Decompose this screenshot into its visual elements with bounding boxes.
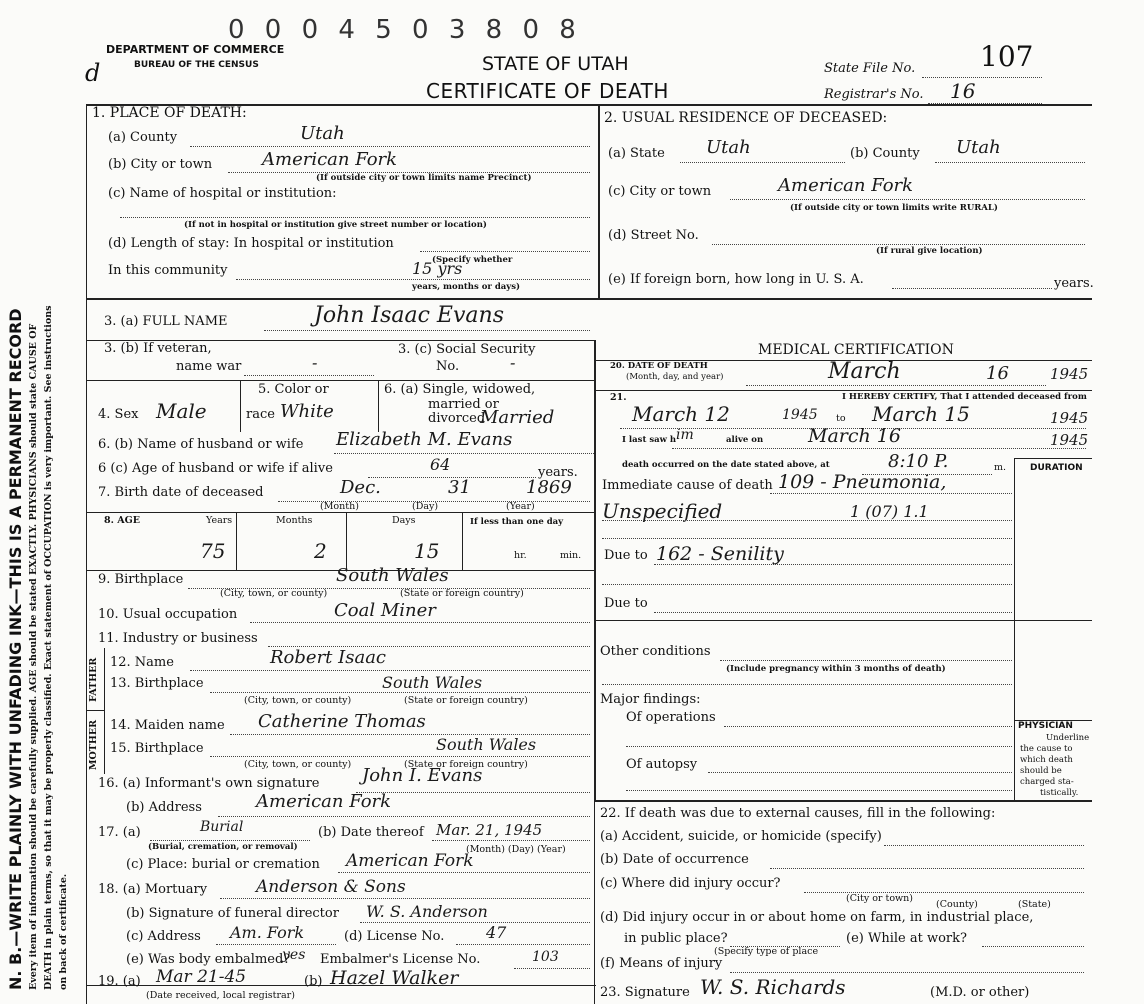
license-label: (d) License No. bbox=[344, 929, 445, 944]
birthplace-state-note: (State or foreign country) bbox=[400, 588, 524, 599]
res-foreign-label: (e) If foreign born, how long in U. S. A. bbox=[608, 272, 864, 287]
external-c-label: (c) Where did injury occur? bbox=[600, 876, 781, 891]
birth-date-label: 7. Birth date of deceased bbox=[98, 485, 264, 500]
physician-note-2: the cause to bbox=[1020, 744, 1073, 754]
father-birthplace-label: 13. Birthplace bbox=[110, 676, 204, 691]
veteran-label: 3. (b) If veteran, bbox=[104, 341, 212, 356]
marital-label-3: divorced bbox=[428, 411, 486, 426]
medical-heading: MEDICAL CERTIFICATION bbox=[758, 342, 954, 358]
res-county-value: Utah bbox=[956, 137, 1001, 158]
birth-year-note: (Year) bbox=[506, 501, 535, 512]
spouse-label: 6. (b) Name of husband or wife bbox=[98, 437, 304, 452]
spouse-age-suffix: years. bbox=[538, 465, 578, 480]
physician-note-1: Underline bbox=[1046, 733, 1090, 743]
ssn-no-label: No. bbox=[436, 359, 460, 374]
res-street-label: (d) Street No. bbox=[608, 228, 699, 243]
duration-value: 1 (07) 1.1 bbox=[850, 502, 929, 521]
state-title: STATE OF UTAH bbox=[482, 53, 629, 75]
race-label: race bbox=[246, 407, 275, 422]
father-city-note: (City, town, or county) bbox=[244, 695, 352, 706]
occupation-label: 10. Usual occupation bbox=[98, 607, 238, 622]
external-b-label: (b) Date of occurrence bbox=[600, 852, 749, 867]
death-county-label: (a) County bbox=[108, 130, 178, 145]
res-foreign-suffix: years. bbox=[1054, 276, 1094, 291]
operations-label: Of operations bbox=[626, 710, 716, 725]
immediate-cause-value-2: Unspecified bbox=[602, 499, 723, 523]
father-tag: FATHER bbox=[88, 657, 99, 702]
informant-address-label: (b) Address bbox=[126, 800, 202, 815]
burial-note: (Burial, cremation, or removal) bbox=[148, 842, 298, 852]
alive-on-label: alive on bbox=[726, 435, 764, 445]
margin-warning: N. B.—WRITE PLAINLY WITH UNFADING INK—THIS IS A PERMANENT RECORD bbox=[6, 308, 25, 990]
duration-label: DURATION bbox=[1030, 463, 1083, 473]
birthplace-city-note: (City, town, or county) bbox=[220, 588, 328, 599]
burial-place-label: (c) Place: burial or cremation bbox=[126, 857, 320, 872]
full-name-label: 3. (a) FULL NAME bbox=[104, 314, 228, 329]
age-days-value: 15 bbox=[414, 539, 440, 563]
last-saw-value: im bbox=[676, 427, 694, 443]
death-date-day: 16 bbox=[986, 363, 1009, 384]
attended-from: March 12 bbox=[632, 402, 730, 426]
mother-name-value: Catherine Thomas bbox=[258, 711, 426, 732]
other-conditions-label: Other conditions bbox=[600, 644, 711, 659]
father-state-note: (State or foreign country) bbox=[404, 695, 528, 706]
marital-value: Married bbox=[480, 407, 555, 428]
department: DEPARTMENT OF COMMERCE bbox=[106, 43, 285, 56]
last-saw-label: I last saw h bbox=[622, 435, 677, 445]
death-county-value: Utah bbox=[300, 123, 345, 144]
embalmer-label: Embalmer's License No. bbox=[320, 952, 481, 967]
place-of-death-heading: 1. PLACE OF DEATH: bbox=[92, 105, 247, 121]
file-code: 0 0 0 4 5 0 3 8 0 8 bbox=[228, 15, 582, 45]
corner-mark: d bbox=[85, 59, 101, 87]
alive-on-value: March 16 bbox=[808, 425, 901, 447]
mortuary-address-value: Am. Fork bbox=[230, 923, 305, 942]
color-label: 5. Color or bbox=[258, 382, 329, 397]
specify-note: (Specify whether bbox=[432, 255, 513, 265]
birth-year-value: 1869 bbox=[526, 477, 572, 498]
embalmed-value: yes bbox=[282, 947, 306, 963]
birthplace-value: South Wales bbox=[336, 565, 449, 586]
marital-label-1: 6. (a) Single, widowed, bbox=[384, 382, 536, 397]
res-county-label: (b) County bbox=[850, 146, 920, 161]
occupation-value: Coal Miner bbox=[334, 600, 436, 621]
external-d-label: (d) Did injury occur in or about home on farm, in industrial place, bbox=[600, 910, 1034, 925]
informant-value: John I. Evans bbox=[362, 765, 483, 786]
residence-heading: 2. USUAL RESIDENCE OF DECEASED: bbox=[604, 110, 888, 126]
margin-instruction-1: Every item of information should be carefully supplied. AGE should be stated EXACTLY. PHYSICIANS should state CAUSE OF bbox=[28, 323, 39, 990]
age-min-label: min. bbox=[560, 550, 582, 561]
ssn-label: 3. (c) Social Security bbox=[398, 342, 536, 357]
embalmer-value: 103 bbox=[532, 949, 559, 965]
war-label: name war bbox=[176, 359, 242, 374]
spouse-age-value: 64 bbox=[430, 455, 451, 474]
document-title: CERTIFICATE OF DEATH bbox=[426, 79, 669, 103]
birthplace-label: 9. Birthplace bbox=[98, 572, 184, 587]
attended-to: March 15 bbox=[872, 402, 970, 426]
stay-label: (d) Length of stay: In hospital or institution bbox=[108, 236, 394, 251]
mother-city-note: (City, town, or county) bbox=[244, 759, 352, 770]
director-label: (b) Signature of funeral director bbox=[126, 906, 339, 921]
death-date-label: 20. DATE OF DEATH bbox=[610, 361, 708, 371]
burial-date-value: Mar. 21, 1945 bbox=[436, 821, 543, 839]
signature-label: 23. Signature bbox=[600, 985, 690, 1000]
community-note: years, months or days) bbox=[412, 282, 521, 292]
external-d-label-2: in public place? bbox=[624, 931, 728, 946]
birth-month-note: (Month) bbox=[320, 501, 359, 512]
birth-month-value: Dec. bbox=[340, 477, 381, 498]
burial-place-value: American Fork bbox=[346, 851, 474, 871]
age-label: 8. AGE bbox=[104, 515, 140, 526]
alive-on-year: 1945 bbox=[1050, 431, 1089, 449]
external-d-note: (Specify type of place bbox=[714, 946, 819, 957]
mother-birthplace-value: South Wales bbox=[436, 735, 537, 754]
burial-date-note: (Month) (Day) (Year) bbox=[466, 844, 566, 855]
res-city-value: American Fork bbox=[778, 175, 914, 196]
mother-name-label: 14. Maiden name bbox=[110, 718, 225, 733]
informant-address-value: American Fork bbox=[256, 791, 392, 812]
community-label: In this community bbox=[108, 263, 228, 278]
certify-number: 21. bbox=[610, 392, 627, 403]
sex-value: Male bbox=[156, 399, 207, 423]
due-to-2-label: Due to bbox=[604, 596, 648, 611]
age-months-value: 2 bbox=[314, 539, 327, 563]
occurred-label: death occurred on the date stated above, at bbox=[622, 460, 830, 470]
external-c-city-note: (City or town) bbox=[846, 893, 913, 904]
license-value: 47 bbox=[486, 923, 507, 942]
attended-to-year: 1945 bbox=[1050, 409, 1089, 427]
embalmed-label: (e) Was body embalmed? bbox=[126, 952, 291, 967]
physician-note-5: charged sta- bbox=[1020, 777, 1074, 787]
father-birthplace-value: South Wales bbox=[382, 673, 483, 692]
other-conditions-note: (Include pregnancy within 3 months of death) bbox=[726, 664, 946, 674]
mother-tag: MOTHER bbox=[88, 720, 99, 770]
birth-day-value: 31 bbox=[448, 477, 471, 498]
industry-label: 11. Industry or business bbox=[98, 631, 258, 646]
res-city-note: (If outside city or town limits write RURAL) bbox=[790, 203, 998, 213]
margin-instruction-3: on back of certificate. bbox=[58, 873, 69, 990]
age-hr-label: hr. bbox=[514, 550, 527, 561]
race-value: White bbox=[280, 401, 334, 422]
major-findings-label: Major findings: bbox=[600, 692, 701, 707]
res-city-label: (c) City or town bbox=[608, 184, 712, 199]
registrar-value: 16 bbox=[950, 79, 976, 103]
physician-note-3: which death bbox=[1020, 755, 1073, 765]
spouse-value: Elizabeth M. Evans bbox=[336, 429, 513, 450]
bureau: BUREAU OF THE CENSUS bbox=[134, 60, 259, 70]
signature-value: W. S. Richards bbox=[700, 975, 846, 999]
age-months-label: Months bbox=[276, 515, 313, 526]
age-years-value: 75 bbox=[200, 539, 226, 563]
attended-to-label: to bbox=[836, 413, 846, 424]
ssn-value: - bbox=[510, 353, 516, 372]
death-time-value: 8:10 P. bbox=[888, 451, 949, 472]
external-e-label: (e) While at work? bbox=[846, 931, 967, 946]
age-less-label: If less than one day bbox=[470, 517, 564, 527]
death-city-label: (b) City or town bbox=[108, 157, 213, 172]
due-to-1-value: 162 - Senility bbox=[656, 543, 784, 565]
external-heading: 22. If death was due to external causes, fill in the following: bbox=[600, 806, 996, 821]
father-name-value: Robert Isaac bbox=[270, 647, 387, 668]
mother-state-note: (State or foreign country) bbox=[404, 759, 528, 770]
war-value: - bbox=[312, 353, 318, 372]
sex-label: 4. Sex bbox=[98, 407, 139, 422]
res-state-label: (a) State bbox=[608, 146, 665, 161]
death-date-note: (Month, day, and year) bbox=[626, 372, 724, 382]
local-registrar-value: Hazel Walker bbox=[330, 967, 459, 989]
burial-label: 17. (a) bbox=[98, 825, 141, 840]
external-a-label: (a) Accident, suicide, or homicide (specify) bbox=[600, 829, 882, 844]
age-years-label: Years bbox=[206, 515, 233, 526]
physician-label: PHYSICIAN bbox=[1018, 721, 1073, 731]
external-c-state-note: (State) bbox=[1018, 899, 1051, 910]
death-date-month: March bbox=[828, 359, 901, 384]
death-city-note: (If outside city or town limits name Precinct) bbox=[316, 173, 532, 183]
certify-text: I HEREBY CERTIFY, That I attended deceased from bbox=[842, 392, 1087, 402]
physician-note-6: tistically. bbox=[1040, 788, 1079, 798]
informant-label: 16. (a) Informant's own signature bbox=[98, 776, 320, 791]
m-label: m. bbox=[994, 462, 1007, 473]
spouse-age-label: 6 (c) Age of husband or wife if alive bbox=[98, 461, 333, 476]
local-registrar-label: (b) bbox=[304, 974, 323, 989]
hospital-label: (c) Name of hospital or institution: bbox=[108, 186, 337, 201]
mother-birthplace-label: 15. Birthplace bbox=[110, 741, 204, 756]
received-value: Mar 21-45 bbox=[156, 967, 247, 987]
external-c-county-note: (County) bbox=[936, 899, 978, 910]
community-value: 15 yrs bbox=[412, 259, 463, 278]
burial-date-label: (b) Date thereof bbox=[318, 825, 424, 840]
external-f-label: (f) Means of injury bbox=[600, 956, 723, 971]
burial-value: Burial bbox=[200, 819, 244, 835]
mortuary-label: 18. (a) Mortuary bbox=[98, 882, 208, 897]
received-note: (Date received, local registrar) bbox=[146, 990, 295, 1001]
father-name-label: 12. Name bbox=[110, 655, 174, 670]
registrar-label: Registrar's No. bbox=[824, 87, 924, 102]
death-city-value: American Fork bbox=[262, 149, 398, 170]
birth-day-note: (Day) bbox=[412, 501, 439, 512]
attended-from-year: 1945 bbox=[782, 407, 818, 423]
immediate-cause-label: Immediate cause of death bbox=[602, 478, 773, 493]
res-state-value: Utah bbox=[706, 137, 751, 158]
director-value: W. S. Anderson bbox=[366, 902, 488, 921]
state-file-label: State File No. bbox=[824, 61, 916, 76]
state-file-value: 107 bbox=[980, 40, 1034, 73]
res-street-note: (If rural give location) bbox=[876, 246, 983, 256]
md-label: (M.D. or other) bbox=[930, 985, 1030, 1000]
margin-instruction-2: DEATH in plain terms, so that it may be properly classified. Exact statement of OCCUPATION is very important. See instructions bbox=[43, 305, 54, 990]
mortuary-address-label: (c) Address bbox=[126, 929, 201, 944]
hospital-note: (If not in hospital or institution give street number or location) bbox=[184, 220, 487, 230]
mortuary-value: Anderson & Sons bbox=[256, 877, 406, 897]
immediate-cause-value: 109 - Pneumonia, bbox=[778, 471, 947, 493]
received-label: 19. (a) bbox=[98, 974, 141, 989]
death-date-year: 1945 bbox=[1050, 365, 1089, 383]
marital-label-2: married or bbox=[428, 397, 499, 412]
due-to-1-label: Due to bbox=[604, 548, 648, 563]
full-name-value: John Isaac Evans bbox=[314, 303, 504, 328]
physician-note-4: should be bbox=[1020, 766, 1062, 776]
autopsy-label: Of autopsy bbox=[626, 757, 698, 772]
age-days-label: Days bbox=[392, 515, 416, 526]
